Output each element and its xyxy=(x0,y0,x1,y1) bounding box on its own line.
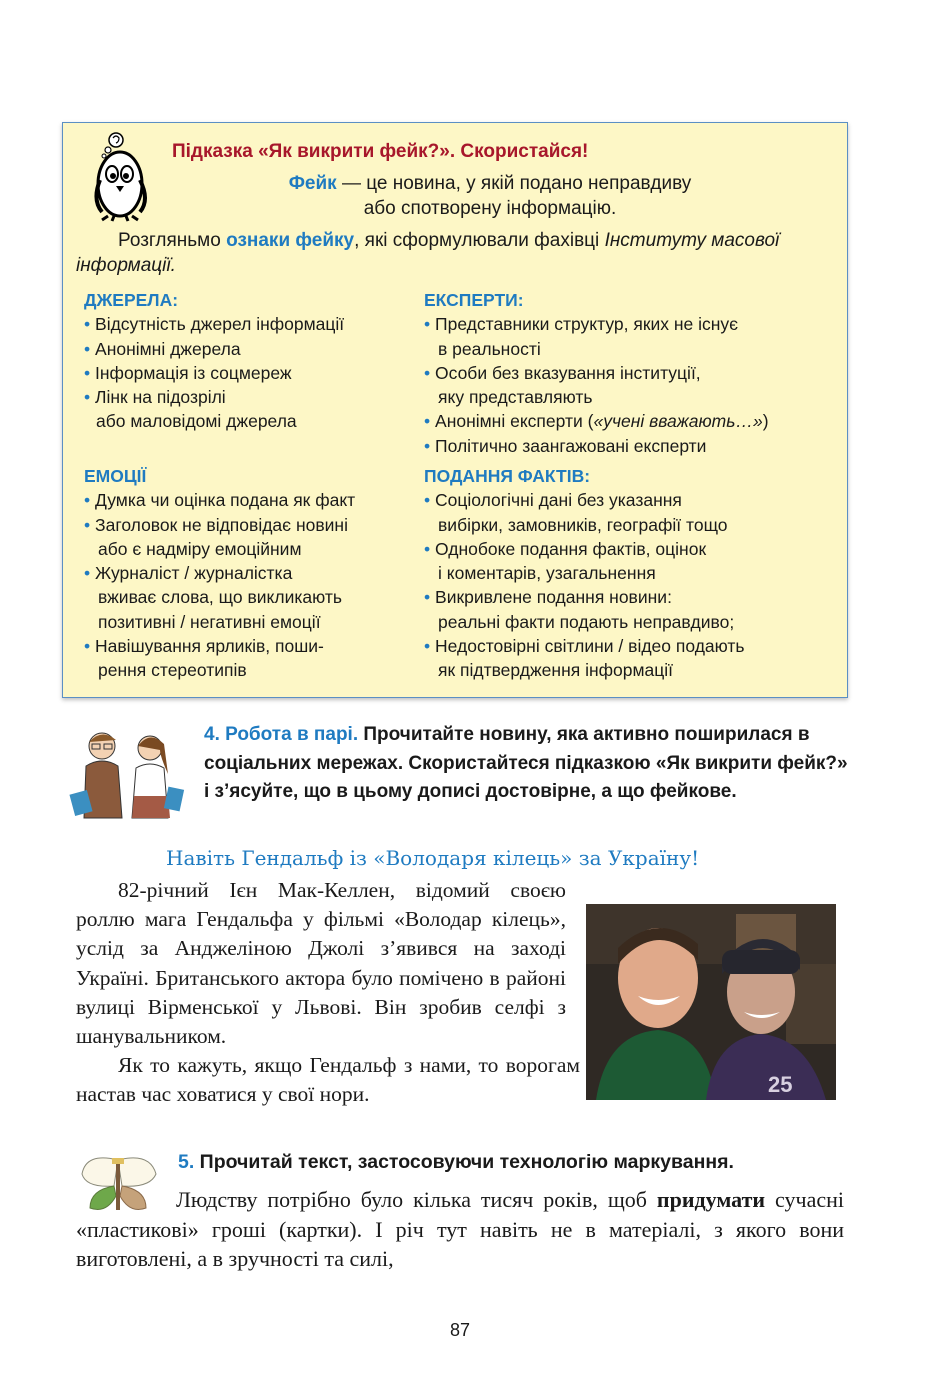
news-paragraph-1: 82-річний Ієн Мак-Келлен, відомий своєю роллю мага Гендальфа у фільмі «Володар кілець», услід за Анджеліною Джолі з’явився на заході Україні. Британського актора було помічено в районі вулиці Вірменської у Львові. Він зробив селфі з шанувальником. xyxy=(76,878,566,1049)
facts-heading: ПОДАННЯ ФАКТІВ: xyxy=(424,466,591,486)
task-4: 4. Робота в парі. Прочитайте новину, яка активно поширилася в соціальних мережах. Скористайтеся підказкою «Як викрити фейк?» і з’ясуйте, що в цьому дописі достовірне, а що фейкове. xyxy=(204,724,848,802)
body-paragraph: Людству потрібно було кілька тисяч років, щоб придумати сучасні «пластикові» гроші (картки). І річ тут навіть не в матеріалі, з якого вони виготовлені, а в зручності та силі, xyxy=(76,1187,844,1271)
fake-term: Фейк xyxy=(288,173,337,194)
sources-section: ДЖЕРЕЛА: • Відсутність джерел інформації • Анонімні джерела • Інформація із соцмереж • Лінк на підозрілі або маловідомі джерела xyxy=(84,290,345,432)
sources-heading: ДЖЕРЕЛА: xyxy=(84,290,179,310)
emotions-heading: ЕМОЦІЇ xyxy=(84,466,147,486)
news-paragraph-2: Як то кажуть, якщо Гендальф з нами, то ворогам настав час ховатися у свої нори. xyxy=(76,1053,580,1107)
fake-definition: Фейк — це новина, у якій подано неправдиву або спотворену інформацію. xyxy=(288,173,692,219)
hint-title: Підказка «Як викрити фейк?». Скористайся! xyxy=(172,141,589,162)
task-5: 5. Прочитай текст, застосовуючи технологію маркування. xyxy=(178,1151,734,1173)
page-number: 87 xyxy=(449,1320,471,1340)
facts-section: ПОДАННЯ ФАКТІВ: • Соціологічні дані без указання вибірки, замовників, географії тощо • Однобоке подання фактів, оцінок і коментарів, узагальнення • Викривлене подання новини: реальні факти подають неправдиво; • Недостовірні світлини / відео подають як підтвердження інформації xyxy=(424,466,745,681)
task-5-number: 5. xyxy=(178,1151,195,1173)
cartoon-bird-mascot-icon xyxy=(90,130,152,222)
news-body xyxy=(76,876,580,1110)
hint-intro: Розгляньмо ознаки фейку, які сформулювали фахівці Інституту масової інформації. xyxy=(76,230,780,276)
news-title: Навіть Гендальф із «Володаря кілець» за Україну! xyxy=(166,846,700,870)
svg-text:25: 25 xyxy=(768,1072,793,1097)
pair-of-students-icon xyxy=(64,726,188,828)
experts-section: ЕКСПЕРТИ: • Представники структур, яких не існує в реальності • Особи без вказування інституції, яку представляють • Анонімні експерти («учені вважають…») • Політично заангажовані експерти xyxy=(424,290,769,456)
emotions-section: ЕМОЦІЇ • Думка чи оцінка подана як факт • Заголовок не відповідає новині або є надміру емоційним • Журналіст / журналістка вживає слова, що викликають позитивні / негативні емоції • Навішування ярликів, поши- рення стереотипів xyxy=(84,466,356,681)
experts-heading: ЕКСПЕРТИ: xyxy=(424,290,524,310)
task-4-number: 4. Робота в парі. xyxy=(204,724,359,745)
selfie-photo xyxy=(586,904,836,1100)
